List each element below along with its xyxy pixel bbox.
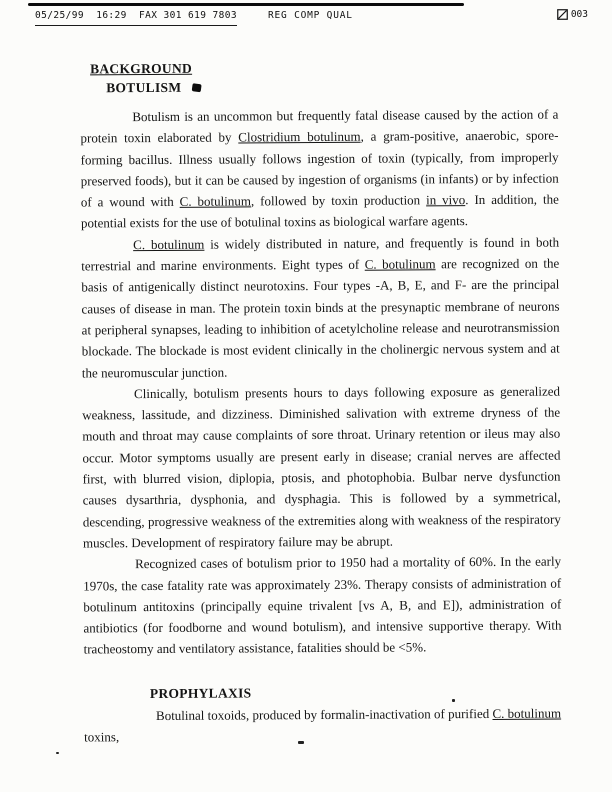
- text-run: Botulism is an uncommon but frequently fatal disease caused by the action of a protein toxin elaborated by: [80, 106, 559, 146]
- text-run: , followed by toxin production: [250, 192, 427, 209]
- paragraph-prophylaxis-opening: [84, 702, 562, 748]
- text-run: Botulinal toxoids, produced by formalin-inactivation of purified: [155, 705, 493, 723]
- paragraph-mortality-therapy: [83, 551, 562, 660]
- paragraph-clinical: [82, 380, 561, 553]
- scan-speck-artifact: [56, 752, 59, 754]
- fax-datetime-number: 05/25/99 16:29 FAX 301 619 7803: [35, 10, 237, 26]
- text-run: . In addition, the potential exists for the use of botulinal toxins as biological warfare agents.: [80, 191, 559, 231]
- fax-station-label: REG COMP QUAL: [268, 10, 353, 21]
- section-heading-background: BACKGROUND: [90, 60, 193, 77]
- fax-sheet-icon: [557, 9, 568, 20]
- text-run: Clinically, botulism presents hours to days following exposure as generalized weakness, lassitude, and dizziness. Diminished salivation with extreme dryness of the mouth and throat may cause complaints of sore throat. Urinary retention or ileus may also occur. Motor symptoms usually are present early in disease; cranial nerves are affected first, with blurred vision, diplopia, ptosis, and photophobia. Bulbar nerve dysfunction causes dysarthria, dysphonia, and dysphagia. This is followed by a symmetrical, descending, progressive weakness of the extremities along with weakness of the respiratory muscles. Development of respiratory failure may be abrupt.: [82, 383, 561, 551]
- text-run: are recognized on the basis of antigenically distinct neurotoxins. Four types -A, B, E, and F- are the principal causes of disease in man. The protein toxin binds at the presynaptic membrane of neurons at peripheral synapses, leading to inhibition of acetylcholine release and neurotransmission blockade. The blockade is most evident clinically in the cholinergic nervous system and at the neuromuscular junction.: [81, 255, 560, 381]
- underlined-term: in vivo: [426, 192, 466, 208]
- underlined-term: Clostridium botulinum: [238, 129, 361, 145]
- text-run: Recognized cases of botulism prior to 1950 had a mortality of 60%. In the early 1970s, the case fatality rate was approximately 23%. Therapy consists of administration of botulinum antitoxins (principally equine trivalent [vs A, B, and E]), administration of antibiotics (for foodborne and wound botulism), and intensive supportive therapy. With tracheostomy and ventilatory assistance, fatalities should be <5%.: [83, 553, 562, 657]
- text-run: , a gram-positive, anaerobic, spore-forming bacillus. Illness usually follows ingestion of toxin (typically, from improperly preserved foods), but it can be caused by ingestion of organisms (in infants) or by infection of a wound with: [80, 127, 559, 210]
- underlined-term: C. botulinum: [179, 193, 252, 210]
- fax-page-indicator: [557, 9, 588, 20]
- underlined-term: C. botulinum: [133, 236, 205, 252]
- subsection-heading-botulism: BOTULISM: [106, 79, 182, 96]
- paragraph-overview: [80, 104, 559, 235]
- subheading-row: [106, 77, 558, 98]
- scan-speck-artifact: [452, 699, 455, 702]
- fax-transmission-header: [0, 9, 612, 27]
- scan-edge-artifact: [28, 3, 464, 6]
- underlined-term: C. botulinum: [364, 256, 436, 272]
- section-heading-prophylaxis: PROPHYLAXIS: [149, 685, 252, 701]
- text-run: toxins,: [84, 729, 120, 745]
- text-run: is widely distributed in nature, and frequently is found in both terrestrial and marine environments. Eight types of: [81, 234, 560, 274]
- scan-speck-artifact: [298, 741, 304, 744]
- scan-blot-artifact: [192, 84, 202, 93]
- fax-page-number: 003: [570, 9, 588, 20]
- paragraph-distribution: [81, 231, 560, 383]
- document-body: [80, 59, 562, 748]
- underlined-term: C. botulinum: [492, 705, 562, 721]
